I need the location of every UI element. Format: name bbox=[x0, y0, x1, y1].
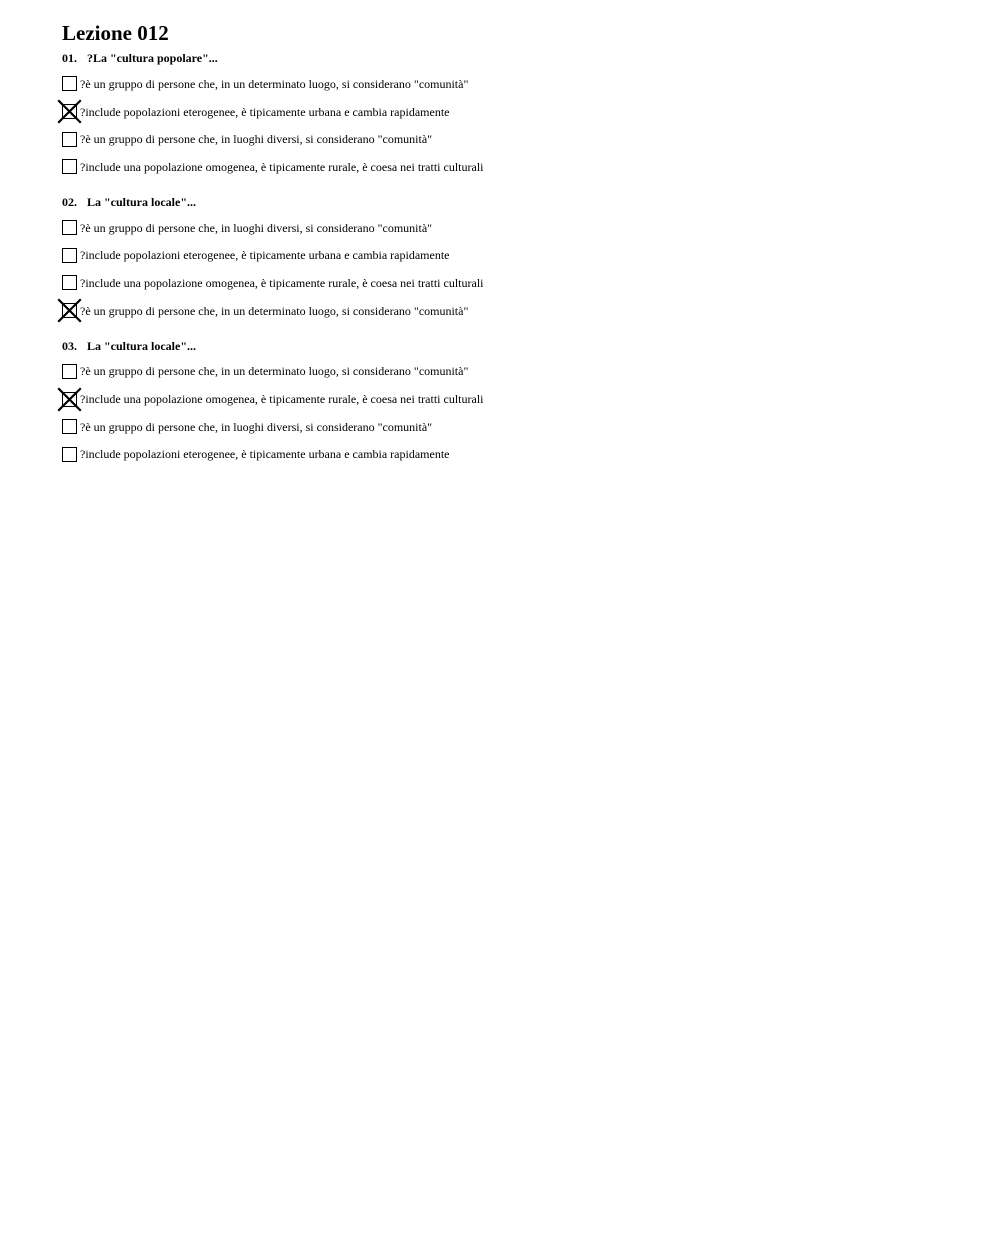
checkbox[interactable] bbox=[62, 76, 77, 91]
answer-option-label: ?include una popolazione omogenea, è tipicamente rurale, è coesa nei tratti culturali bbox=[80, 159, 484, 174]
question-number: 03. bbox=[62, 338, 77, 353]
checked-box[interactable] bbox=[62, 392, 77, 407]
checkbox[interactable] bbox=[62, 419, 77, 434]
answer-option[interactable] bbox=[62, 413, 962, 441]
question-heading bbox=[62, 50, 962, 66]
question-03 bbox=[62, 338, 962, 469]
checkbox[interactable] bbox=[62, 132, 77, 147]
question-number: 02. bbox=[62, 194, 77, 209]
checkbox[interactable] bbox=[62, 275, 77, 290]
answer-option[interactable] bbox=[62, 358, 962, 386]
checkbox[interactable] bbox=[62, 364, 77, 379]
checkbox[interactable] bbox=[62, 248, 77, 263]
answer-option-label: ?è un gruppo di persone che, in luoghi diversi, si considerano "comunità" bbox=[80, 220, 433, 235]
answer-option-label: ?è un gruppo di persone che, in luoghi diversi, si considerano "comunità" bbox=[80, 419, 433, 434]
lesson-title: Lezione 012 bbox=[62, 21, 169, 45]
answer-option-label: ?è un gruppo di persone che, in un determinato luogo, si considerano "comunità" bbox=[80, 303, 469, 318]
answer-option[interactable] bbox=[62, 214, 962, 242]
answer-option[interactable] bbox=[62, 269, 962, 297]
answer-option-label: ?è un gruppo di persone che, in un determinato luogo, si considerano "comunità" bbox=[80, 76, 469, 91]
question-heading bbox=[62, 338, 962, 354]
answer-option-label: ?include popolazioni eterogenee, è tipicamente urbana e cambia rapidamente bbox=[80, 104, 450, 119]
answer-option[interactable] bbox=[62, 441, 962, 469]
quiz-page bbox=[62, 20, 962, 481]
x-mark-icon bbox=[58, 299, 81, 322]
answer-option-label: ?include una popolazione omogenea, è tipicamente rurale, è coesa nei tratti culturali bbox=[80, 275, 484, 290]
question-heading bbox=[62, 194, 962, 210]
question-text: ?La "cultura popolare"... bbox=[87, 51, 218, 65]
checkbox[interactable] bbox=[62, 220, 77, 235]
x-mark-icon bbox=[58, 100, 81, 123]
question-02 bbox=[62, 194, 962, 325]
checked-box[interactable] bbox=[62, 303, 77, 318]
x-mark-icon bbox=[58, 388, 81, 411]
answer-option-label: ?è un gruppo di persone che, in un determinato luogo, si considerano "comunità" bbox=[80, 364, 469, 379]
question-text: La "cultura locale"... bbox=[87, 194, 196, 209]
answer-option[interactable] bbox=[62, 297, 962, 325]
answer-option[interactable] bbox=[62, 98, 962, 126]
answer-option[interactable] bbox=[62, 70, 962, 98]
question-text: La "cultura locale"... bbox=[87, 338, 196, 353]
answer-option-label: ?include una popolazione omogenea, è tipicamente rurale, è coesa nei tratti culturali bbox=[80, 392, 484, 407]
answer-option[interactable] bbox=[62, 241, 962, 269]
answer-option-label: ?include popolazioni eterogenee, è tipicamente urbana e cambia rapidamente bbox=[80, 447, 450, 462]
answer-option[interactable] bbox=[62, 153, 962, 181]
checkbox[interactable] bbox=[62, 447, 77, 462]
question-01 bbox=[62, 50, 962, 181]
answer-option-label: ?include popolazioni eterogenee, è tipicamente urbana e cambia rapidamente bbox=[80, 248, 450, 263]
answer-option-label: ?è un gruppo di persone che, in luoghi diversi, si considerano "comunità" bbox=[80, 132, 433, 147]
checkbox[interactable] bbox=[62, 159, 77, 174]
answer-option[interactable] bbox=[62, 385, 962, 413]
answer-option[interactable] bbox=[62, 125, 962, 153]
question-number: 01. bbox=[62, 51, 77, 65]
checked-box[interactable] bbox=[62, 104, 77, 119]
